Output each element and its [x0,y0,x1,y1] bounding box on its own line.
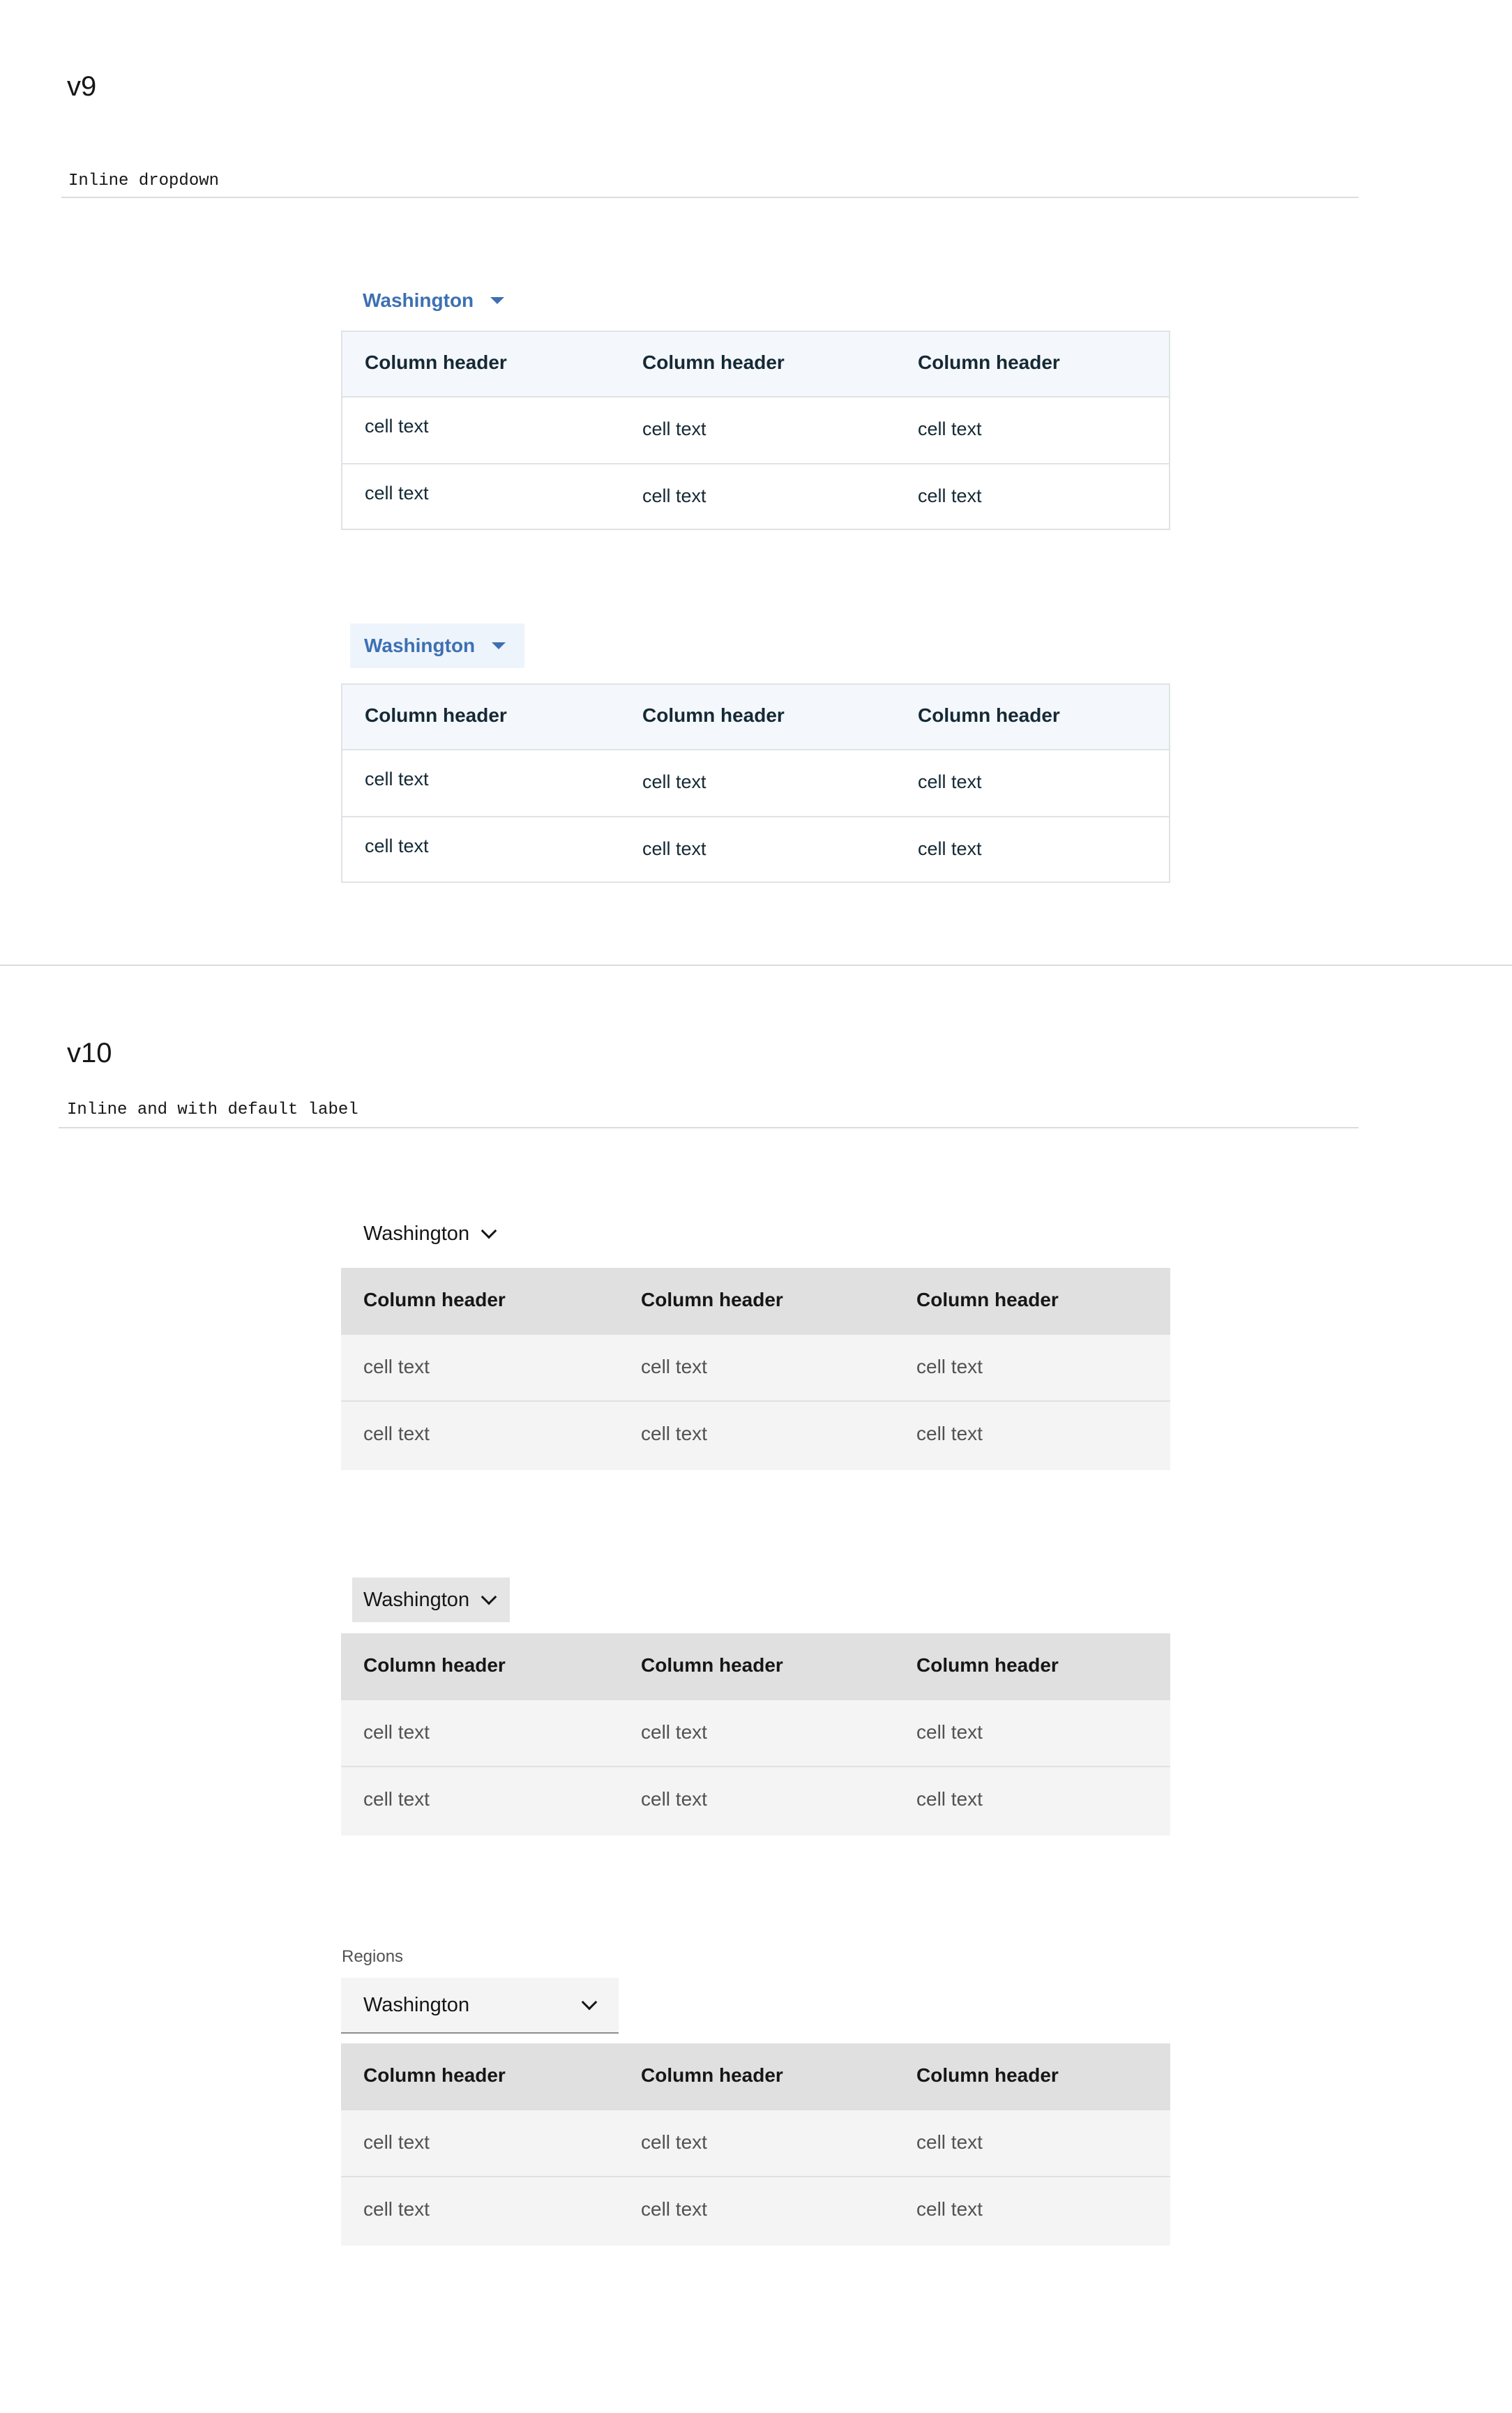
table-header-row [342,332,1169,398]
caret-down-icon [490,297,504,304]
table-row [342,398,1169,464]
v10-inline-dropdown-2[interactable] [352,1578,510,1622]
table-row [341,1767,1170,1834]
table-cell: cell text [641,1788,707,1810]
dropdown-value: Washington [363,1588,470,1611]
dropdown-value: Washington [363,289,474,311]
v10-data-table-1 [341,1268,1170,1470]
table-row [341,1335,1170,1402]
table-cell: cell text [365,769,429,789]
table-row [342,464,1169,531]
table-cell: cell text [641,2131,707,2153]
chevron-down-icon [582,1995,598,2011]
table-cell: cell text [642,771,706,792]
v10-data-table-2 [341,1633,1170,1836]
table-cell: cell text [641,1721,707,1743]
chevron-down-icon [481,1589,497,1605]
table-header-row [341,1633,1170,1700]
column-header[interactable]: Column header [641,2064,783,2086]
table-cell: cell text [365,483,429,504]
v10-section-title: v10 [67,1038,112,1068]
v9-subtitle-divider [61,197,1359,198]
v10-inline-dropdown-1[interactable] [363,1219,494,1248]
table-row [341,2110,1170,2177]
table-cell: cell text [918,838,982,859]
v9-data-table-2 [341,683,1170,883]
column-header[interactable]: Column header [363,2064,506,2086]
caret-down-icon [492,642,506,649]
column-header[interactable]: Column header [363,1289,506,1310]
v9-inline-dropdown-2[interactable] [350,623,524,668]
table-cell: cell text [916,1356,983,1377]
v9-data-table-1 [341,331,1170,530]
column-header[interactable]: Column header [642,704,785,726]
table-header-row [341,2043,1170,2110]
v10-data-table-3 [341,2043,1170,2246]
v9-inline-dropdown-1[interactable] [363,286,504,315]
table-cell: cell text [365,835,429,856]
table-cell: cell text [918,418,982,439]
column-header[interactable]: Column header [918,704,1060,726]
column-header[interactable]: Column header [642,351,785,373]
column-header[interactable]: Column header [916,2064,1059,2086]
table-cell: cell text [365,416,429,437]
table-row [341,2177,1170,2244]
column-header[interactable]: Column header [641,1654,783,1676]
dropdown-value: Washington [363,1222,470,1245]
table-row [342,750,1169,817]
table-cell: cell text [916,1721,983,1743]
table-row [342,817,1169,884]
chevron-down-icon [481,1223,497,1239]
table-cell: cell text [642,418,706,439]
v10-section-subtitle: Inline and with default label [67,1100,358,1119]
table-row [341,1402,1170,1469]
column-header[interactable]: Column header [918,351,1060,373]
column-header[interactable]: Column header [365,704,507,726]
section-divider [0,965,1512,966]
dropdown-value: Washington [363,1993,470,2016]
table-header-row [341,1268,1170,1335]
table-row [341,1700,1170,1767]
column-header[interactable]: Column header [916,1289,1059,1310]
table-cell: cell text [363,1788,430,1810]
regions-dropdown[interactable] [341,1978,619,2034]
table-header-row [342,685,1169,750]
table-cell: cell text [918,485,982,506]
v10-subtitle-divider [59,1127,1359,1128]
v9-section-subtitle: Inline dropdown [68,172,220,190]
table-cell: cell text [363,1356,430,1377]
table-cell: cell text [642,838,706,859]
dropdown-value: Washington [364,635,476,656]
table-cell: cell text [641,2198,707,2220]
table-cell: cell text [363,2131,430,2153]
regions-label: Regions [342,1947,404,1966]
table-cell: cell text [916,1423,983,1444]
table-cell: cell text [363,1721,430,1743]
table-cell: cell text [641,1356,707,1377]
table-cell: cell text [363,2198,430,2220]
table-cell: cell text [916,2131,983,2153]
column-header[interactable]: Column header [365,351,507,373]
column-header[interactable]: Column header [641,1289,783,1310]
table-cell: cell text [641,1423,707,1444]
column-header[interactable]: Column header [363,1654,506,1676]
table-cell: cell text [363,1423,430,1444]
table-cell: cell text [918,771,982,792]
table-cell: cell text [916,2198,983,2220]
v9-section-title: v9 [67,71,97,102]
table-cell: cell text [642,485,706,506]
column-header[interactable]: Column header [916,1654,1059,1676]
table-cell: cell text [916,1788,983,1810]
